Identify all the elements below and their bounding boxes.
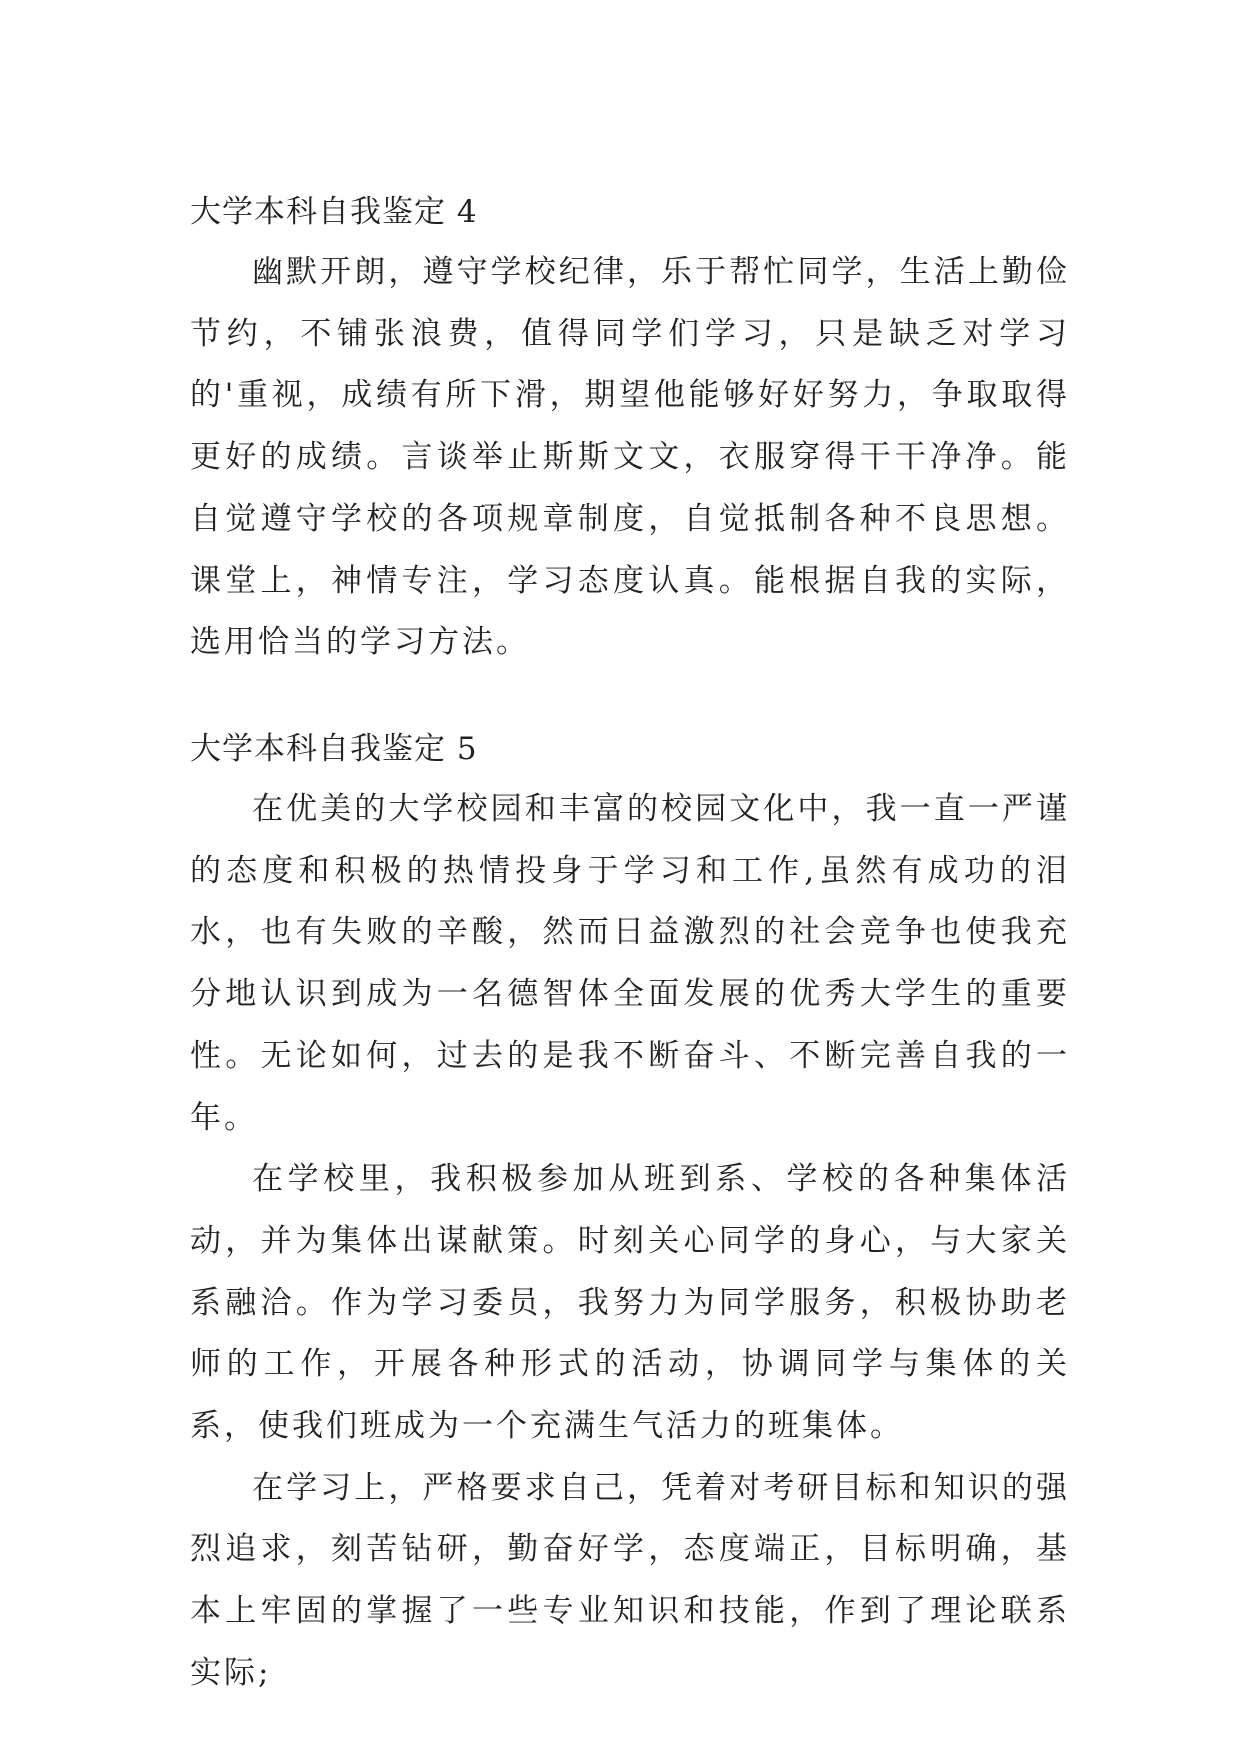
paragraph: 幽默开朗，遵守学校纪律，乐于帮忙同学，生活上勤俭节约，不铺张浪费，值得同学们学习，只是缺乏对学习的'重视，成绩有所下滑，期望他能够好好努力，争取取得更好的成绩。言谈举止斯斯文文，衣服穿得干干净净。能自觉遵守学校的各项规章制度，自觉抵制各种不良思想。课堂上，神情专注，学习态度认真。能根据自我的实际，选用恰当的学习方法。 bbox=[190, 254, 1070, 661]
section-heading: 大学本科自我鉴定 4 bbox=[190, 194, 478, 230]
paragraph: 在学习上，严格要求自己，凭着对考研目标和知识的强烈追求，刻苦钻研，勤奋好学，态度端正，目标明确，基本上牢固的掌握了一些专业知识和技能，作到了理论联系实际; bbox=[190, 1469, 1070, 1691]
section-self-appraisal-5 bbox=[190, 719, 1070, 1705]
section-self-appraisal-4 bbox=[190, 182, 1070, 674]
paragraph: 在优美的大学校园和丰富的校园文化中，我一直一严谨的态度和积极的热情投身于学习和工作,虽然有成功的泪水，也有失败的辛酸，然而日益激烈的社会竞争也使我充分地认识到成为一名德智体全面发展的优秀大学生的重要性。无论如何，过去的是我不断奋斗、不断完善自我的一年。 bbox=[190, 791, 1070, 1136]
section-heading: 大学本科自我鉴定 5 bbox=[190, 731, 478, 767]
paragraph: 在学校里，我积极参加从班到系、学校的各种集体活动，并为集体出谋献策。时刻关心同学的身心，与大家关系融洽。作为学习委员，我努力为同学服务，积极协助老师的工作，开展各种形式的活动，协调同学与集体的关系，使我们班成为一个充满生气活力的班集体。 bbox=[190, 1161, 1070, 1445]
